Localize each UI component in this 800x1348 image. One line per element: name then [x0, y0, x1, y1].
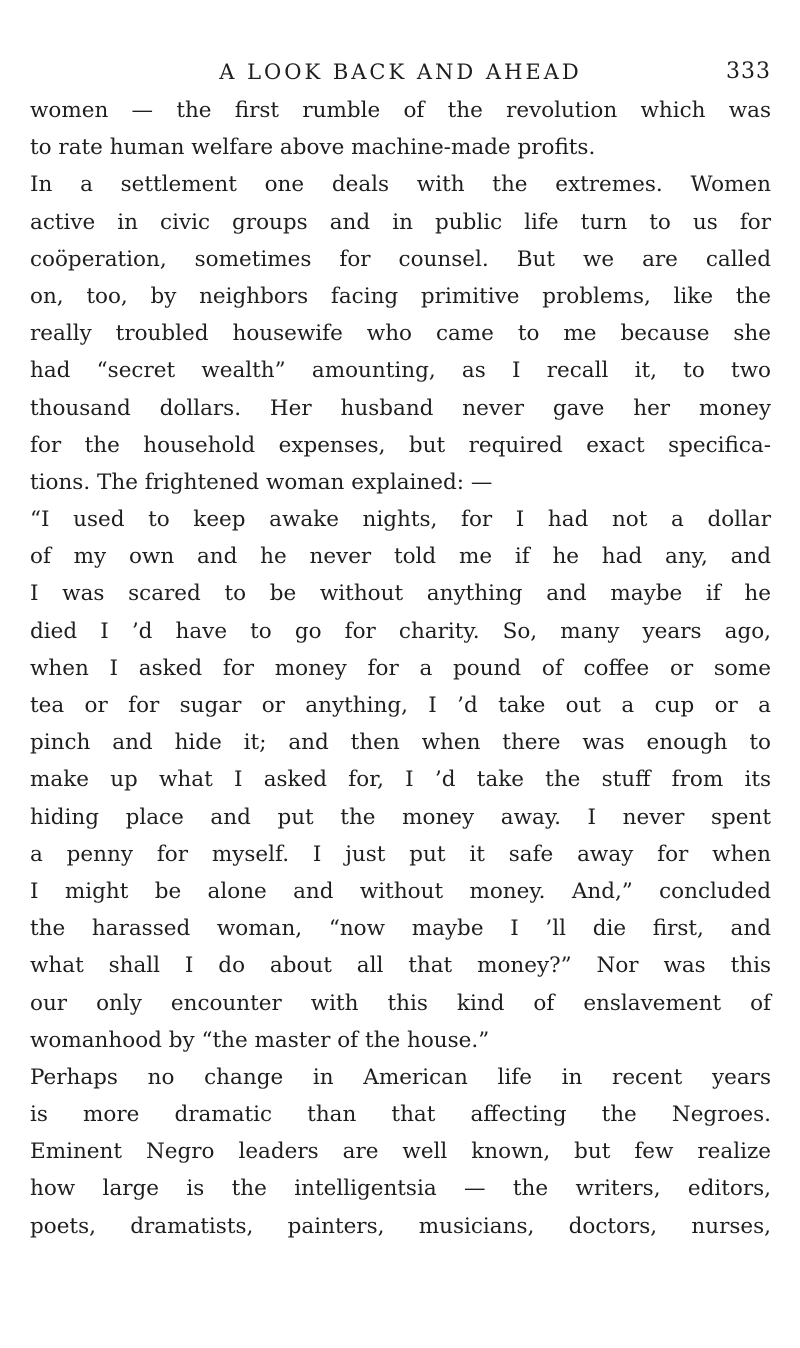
text-line: Eminent Negro leaders are well known, but few realize: [30, 1139, 771, 1165]
page-number: 333: [726, 59, 771, 84]
text-line: our only encounter with this kind of enslavement of: [30, 990, 771, 1016]
text-line: tea or for sugar or anything, I ’d take out a cup or a: [30, 693, 771, 718]
text-line: poets, dramatists, painters, musicians, doctors, nurses,: [30, 1213, 771, 1239]
text-line: a penny for myself. I just put it safe away for when: [30, 841, 771, 867]
paragraph-start-line: In a settlement one deals with the extremes. Women: [30, 172, 771, 198]
text-line: the harassed woman, “now maybe I ’ll die first, and: [30, 916, 771, 942]
text-line: pinch and hide it; and then when there was enough to: [30, 730, 771, 756]
text-line: I might be alone and without money. And,” concluded: [30, 878, 771, 904]
text-line: coöperation, sometimes for counsel. But we are called: [30, 246, 771, 272]
text-line: how large is the intelligentsia — the writers, editors,: [30, 1176, 771, 1202]
text-line: I was scared to be without anything and maybe if he: [30, 581, 771, 607]
text-line: hiding place and put the money away. I never spent: [30, 804, 771, 830]
text-line: tions. The frightened woman explained: —: [30, 469, 493, 495]
paragraph-start-line: “I used to keep awake nights, for I had not a dollar: [30, 507, 771, 533]
text-line: active in civic groups and in public life turn to us for: [30, 209, 771, 235]
text-line: of my own and he never told me if he had any, and: [30, 544, 771, 570]
text-line: when I asked for money for a pound of coffee or some: [30, 655, 771, 681]
text-line: womanhood by “the master of the house.”: [30, 1027, 490, 1053]
text-line: had “secret wealth” amounting, as I recall it, to two: [30, 358, 771, 384]
text-line: what shall I do about all that money?” Nor was this: [30, 953, 771, 979]
text-line: died I ’d have to go for charity. So, many years ago,: [30, 618, 771, 644]
text-line: women — the first rumble of the revolution which was: [30, 98, 771, 123]
running-title: A LOOK BACK AND AHEAD: [219, 60, 582, 84]
text-line: to rate human welfare above machine-made profits.: [30, 135, 596, 161]
paragraph-start-line: Perhaps no change in American life in recent years: [30, 1064, 771, 1090]
body-text: [30, 92, 771, 1245]
text-line: really troubled housewife who came to me because she: [30, 321, 771, 347]
text-line: make up what I asked for, I ’d take the stuff from its: [30, 767, 771, 793]
text-line: for the household expenses, but required exact specifica-: [30, 432, 771, 458]
text-line: thousand dollars. Her husband never gave her money: [30, 395, 771, 421]
text-line: on, too, by neighbors facing primitive problems, like the: [30, 283, 771, 309]
text-line: is more dramatic than that affecting the Negroes.: [30, 1102, 771, 1128]
book-page: [30, 0, 771, 1245]
running-head: [30, 58, 771, 98]
